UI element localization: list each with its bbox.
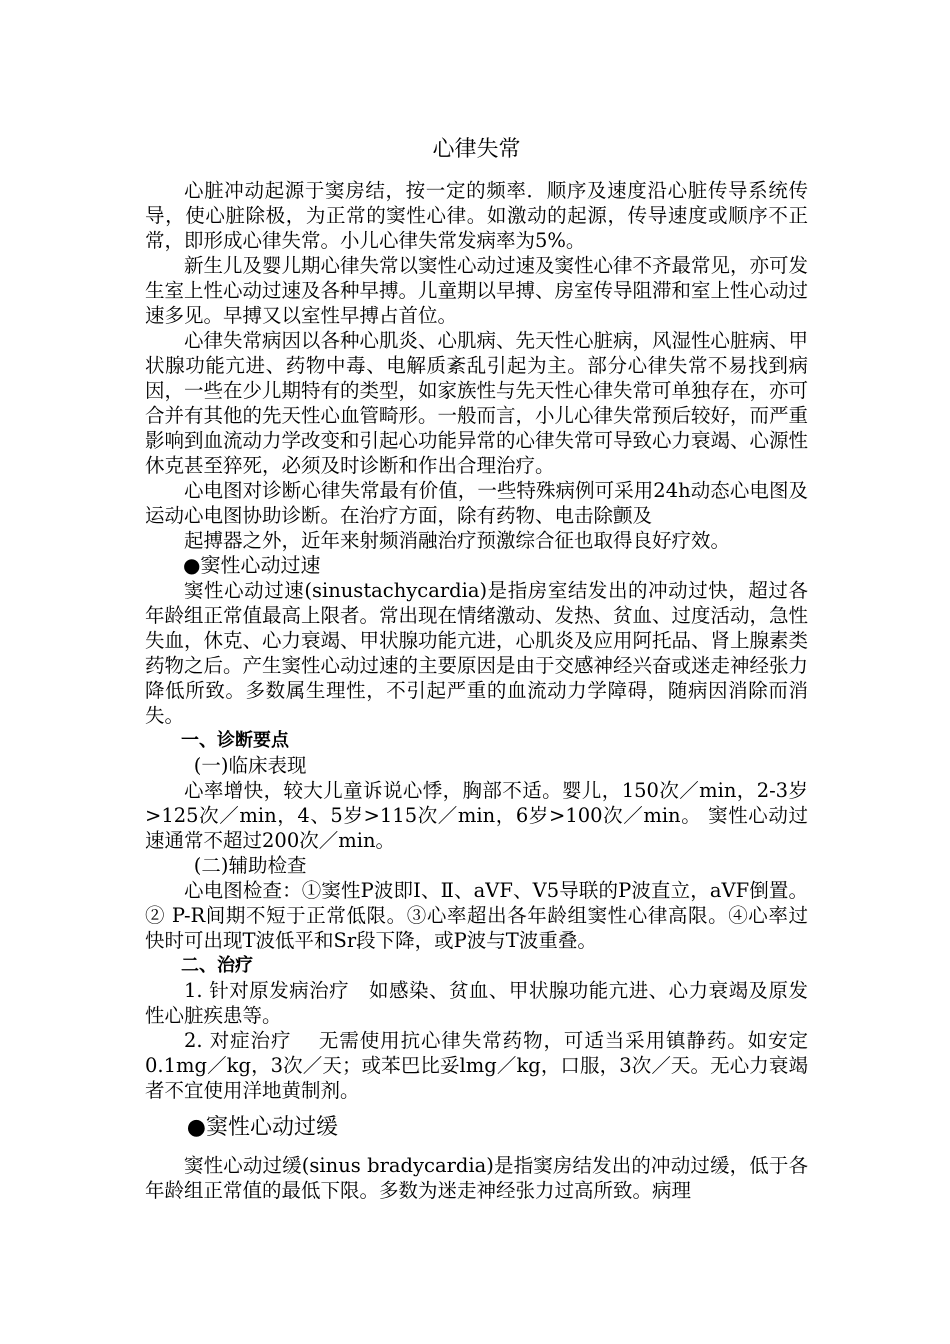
intro-paragraph-3: 心律失常病因以各种心肌炎、心肌病、先天性心脏病，风湿性心脏病、甲状腺功能亢进、药物中毒、电解质紊乱引起为主。部分心律失常不易找到病因，一些在少儿期特有的类型，如家族性与先天性心律失常可单独存在，亦可合并有其他的先天性心血管畸形。一般而言，小儿心律失常预后较好，而严重影响到血流动力学改变和引起心功能异常的心律失常可导致心力衰竭、心源性休克甚至猝死，必须及时诊断和作出合理治疗。 bbox=[145, 329, 809, 477]
intro-paragraph-1: 心脏冲动起源于窦房结，按一定的频率．顺序及速度沿心脏传导系统传导，使心脏除极，为正常的窦性心律。如激动的起源，传导速度或顺序不正常，即形成心律失常。小儿心律失常发病率为5%。 bbox=[145, 179, 808, 252]
intro-paragraph-5: 起搏器之外，近年来射频消融治疗预激综合征也取得良好疗效。 bbox=[184, 529, 731, 552]
treatment-heading: 二、治疗 bbox=[181, 955, 253, 976]
clinical-heading: (一)临床表现 bbox=[193, 754, 307, 777]
tachycardia-definition: 窦性心动过速(sinustachycardia)是指房室结发出的冲动过快，超过各年龄组正常值最高上限者。常出现在情绪激动、发热、贫血、过度活动，急性失血，休克、心力衰竭、甲状腺功能亢进，心肌炎及应用阿托品、肾上腺素类药物之后。产生窦性心动过速的主要原因是由于交感神经兴奋或迷走神经张力降低所致。多数属生理性，不引起严重的血流动力学障碍，随病因消除而消失。 bbox=[145, 579, 809, 727]
intro-paragraph-2: 新生儿及婴儿期心律失常以窦性心动过速及窦性心律不齐最常见，亦可发生室上性心动过速及各种早搏。儿童期以早搏、房室传导阻滞和室上性心动过速多见。早搏又以室性早搏占首位。 bbox=[145, 254, 809, 327]
section-heading-sinus-bradycardia: ●窦性心动过缓 bbox=[186, 1115, 338, 1140]
document-page bbox=[145, 128, 808, 1203]
diagnosis-heading: 一、诊断要点 bbox=[181, 730, 289, 751]
treatment-item-1: 1. 针对原发病治疗 如感染、贫血、甲状腺功能亢进、心力衰竭及原发性心脏疾患等。 bbox=[145, 979, 808, 1027]
auxiliary-heading: (二)辅助检查 bbox=[193, 854, 307, 877]
clinical-body: 心率增快，较大儿童诉说心悸，胸部不适。婴儿，150次／min，2-3岁>125次／min，4、5岁>115次／min，6岁>100次／min。 窦性心动过速通常不超过200次／min。 bbox=[145, 779, 808, 852]
auxiliary-body: 心电图检查：①窦性P波即I、Ⅱ、aVF、V5导联的P波直立，aVF倒置。② P-R间期不短于正常低限。③心率超出各年龄组窦性心律高限。④心率过快时可出现T波低平和Sr段下降，或P波与T波重叠。 bbox=[145, 879, 808, 952]
bradycardia-definition: 窦性心动过缓(sinus bradycardia)是指窦房结发出的冲动过缓，低于各年龄组正常值的最低下限。多数为迷走神经张力过高所致。病理 bbox=[145, 1154, 808, 1202]
section-heading-sinus-tachycardia: ●窦性心动过速 bbox=[183, 553, 321, 577]
intro-paragraph-4: 心电图对诊断心律失常最有价值，一些特殊病例可采用24h动态心电图及运动心电图协助诊断。在治疗方面，除有药物、电击除颤及 bbox=[145, 479, 808, 527]
page-title: 心律失常 bbox=[432, 137, 521, 162]
treatment-item-2: 2. 对症治疗 无需使用抗心律失常药物，可适当采用镇静药。如安定0.1mg／kg，3次／天；或苯巴比妥lmg／kg，口服，3次／天。无心力衰竭者不宜使用洋地黄制剂。 bbox=[145, 1029, 808, 1102]
